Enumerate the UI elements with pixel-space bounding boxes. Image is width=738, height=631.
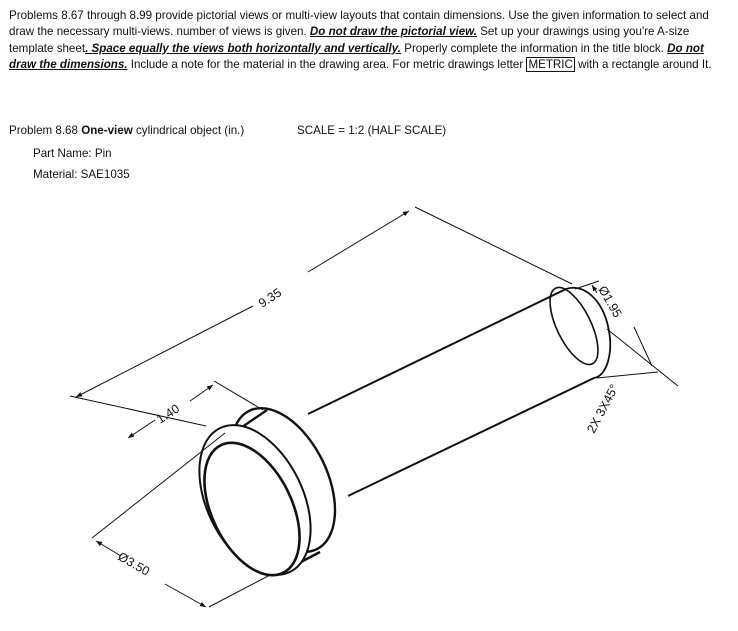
dim-overall-length-text: 9.35 <box>256 285 285 311</box>
instructions-text-1: Problems 8.67 through 8.99 provide pictorial views or multi-view layouts that contain dimensions. Use the given information to select and draw the necessary multi-views. number of views is given. <box>9 9 709 39</box>
material-label: Material: SAE1035 <box>33 168 130 181</box>
dim-head-length-text: 1.40 <box>154 401 183 427</box>
instructions-emphasis-1: Do not draw the pictorial view. <box>309 25 477 39</box>
part-name-label: Part Name: Pin <box>33 147 112 160</box>
pin-head <box>177 392 357 593</box>
dim-head-dia-line-2 <box>165 584 206 607</box>
dim-shaft-dia-extension-1 <box>575 281 599 289</box>
shaft-bottom-edge <box>348 378 594 496</box>
problem-description: cylindrical object (in.) <box>135 124 245 137</box>
instructions-text-5: with a rectangle around It. <box>574 57 712 71</box>
scale-label: SCALE = 1:2 (HALF SCALE) <box>297 124 447 137</box>
dim-overall-line <box>76 306 253 397</box>
problem-view-count: One-view <box>81 124 133 137</box>
dim-chamfer-text: 2X 3X45° <box>584 382 622 436</box>
dim-head-extension <box>214 381 263 410</box>
shaft-chamfer-edge <box>540 281 607 371</box>
dim-shaft-dia-extension-2 <box>597 372 658 378</box>
metric-boxed-label: METRIC <box>528 57 573 71</box>
shaft-top-edge <box>308 289 566 414</box>
dim-head-line-2 <box>190 385 213 401</box>
problem-number: Problem 8.68 <box>9 124 78 137</box>
dim-head-dia-line-1 <box>96 541 121 556</box>
dim-overall-extension-2 <box>415 207 572 284</box>
instructions-text-3: Properly complete the information in the title block. <box>400 41 668 55</box>
instructions-emphasis-3: Do not draw the dimensions. <box>9 41 704 71</box>
dim-head-dia-extension-2 <box>209 575 270 607</box>
dimension-annotations <box>70 207 678 607</box>
dim-head-line-1 <box>128 420 155 438</box>
dim-shaft-diameter-text: Ø1.95 <box>595 283 625 320</box>
dim-chamfer-leader <box>607 329 678 386</box>
pin-shaft <box>308 281 610 496</box>
dim-head-diameter-text: Ø3.50 <box>115 549 152 579</box>
instructions-text-4: Include a note for the material in the drawing area. For metric drawings letter <box>127 57 527 71</box>
instructions-emphasis-2: . Space equally the views both horizontally and vertically. <box>85 41 401 55</box>
instructions-text-2: Set up your drawings using you're A-size template sheet <box>9 25 690 55</box>
dim-overall-extension-1 <box>70 396 206 426</box>
dim-overall-line-2 <box>308 211 409 272</box>
